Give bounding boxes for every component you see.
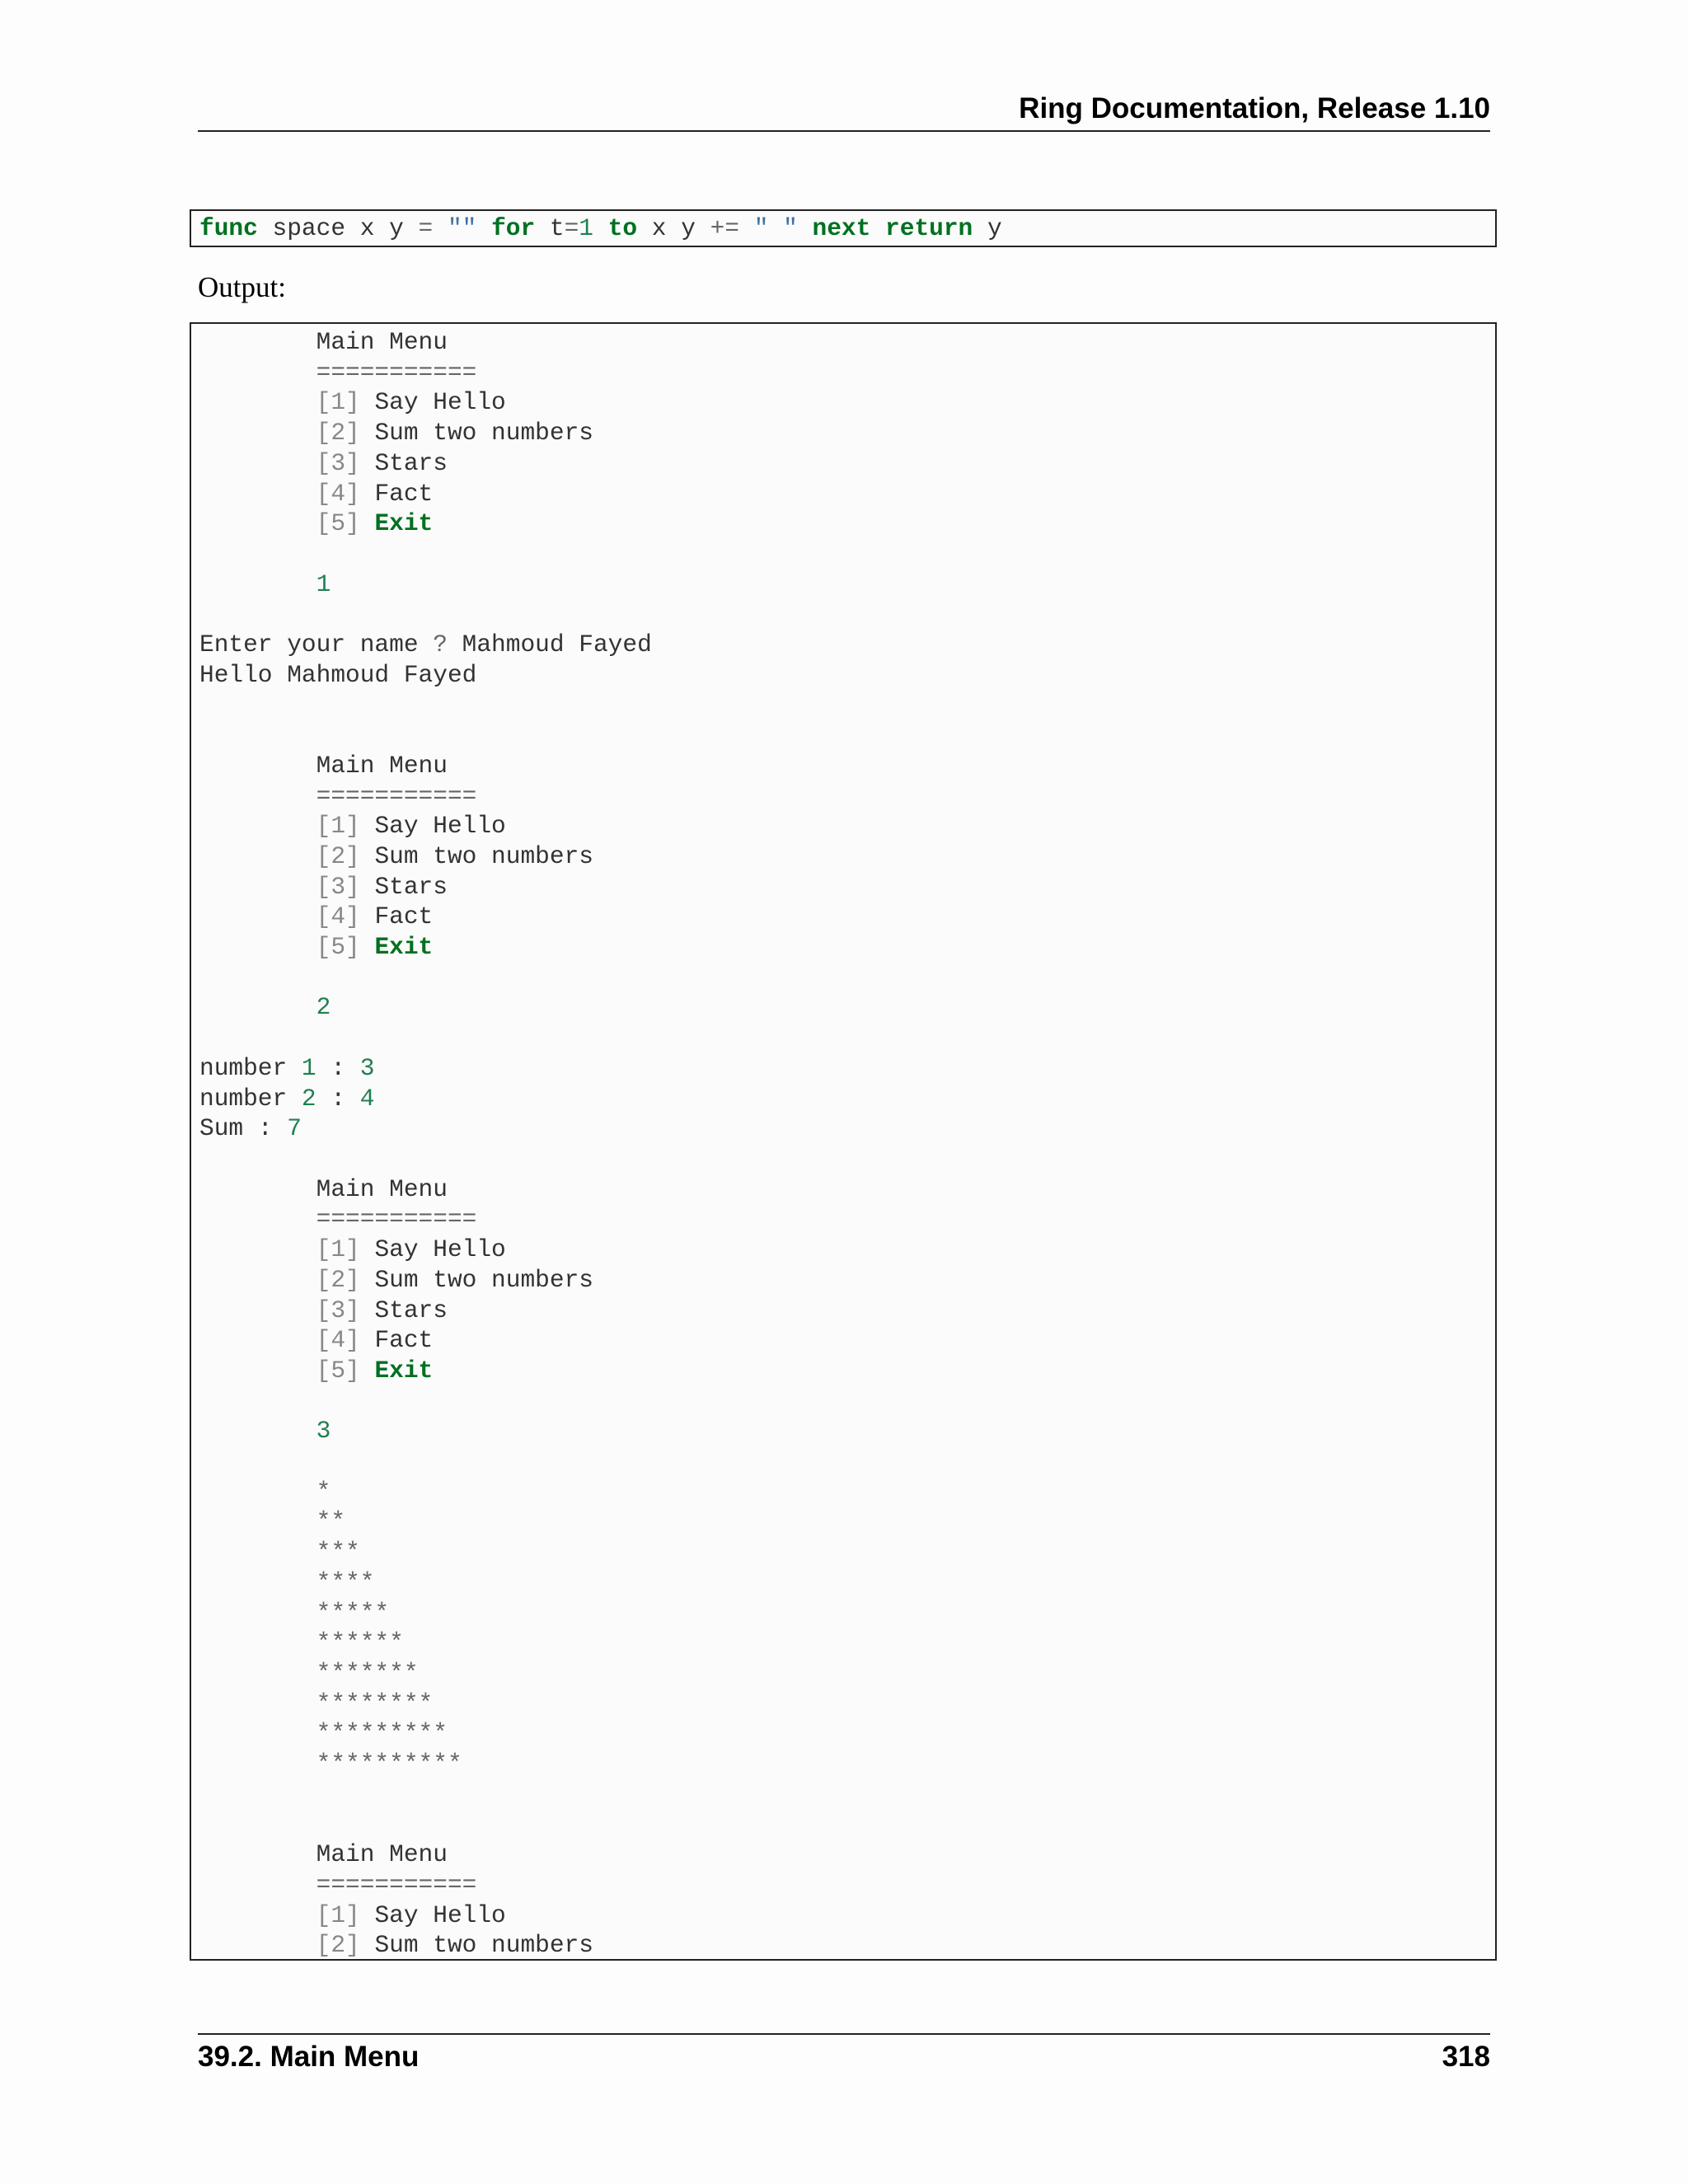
menu-choice: 1 (316, 569, 331, 598)
colon: : (257, 1114, 273, 1143)
menu-item-label: Stars (374, 1296, 448, 1324)
menu-item-label: Say Hello (374, 812, 506, 841)
code-identifier-y: y (681, 214, 696, 242)
menu-item-number: [4] (316, 902, 360, 931)
running-header-title: Ring Documentation, Release 1.10 (1019, 92, 1490, 124)
sum-value: 7 (287, 1114, 302, 1143)
number-word: number (199, 1084, 288, 1113)
prompt-question-mark: ? (433, 630, 448, 659)
menu-item-label: Sum two numbers (374, 1265, 593, 1294)
menu-item-label: Say Hello (374, 1900, 506, 1929)
menu-item-number: [2] (316, 419, 360, 448)
code-string-space: " " (753, 214, 798, 242)
star-row: * (316, 1477, 331, 1506)
star-row: ** (316, 1507, 346, 1536)
code-number-one: 1 (579, 214, 593, 242)
name-answer: Mahmoud Fayed (462, 630, 652, 659)
menu-item-label: Stars (374, 872, 448, 901)
code-identifier-x: x (651, 214, 667, 242)
code-keyword-for: for (491, 214, 536, 242)
menu-item-number: [1] (316, 1235, 360, 1264)
menu-item-number: [2] (316, 1265, 360, 1294)
name-prompt: Enter your name (199, 630, 419, 659)
menu-item-number: [2] (316, 1931, 360, 1960)
code-block (190, 209, 1497, 247)
sum-word: Sum (199, 1114, 244, 1143)
code-keyword-to: to (607, 214, 638, 242)
menu-title: Main Menu (316, 751, 448, 780)
menu-title: Main Menu (316, 328, 448, 356)
menu-rule: =========== (316, 358, 477, 387)
number-value: 3 (359, 1053, 375, 1082)
code-operator-assign: = (564, 214, 579, 242)
menu-item-number: [5] (316, 933, 360, 962)
menu-item-label: Exit (374, 509, 434, 538)
menu-item-label: Sum two numbers (374, 1931, 593, 1960)
menu-item-label: Say Hello (374, 388, 506, 417)
menu-title: Main Menu (316, 1840, 448, 1869)
menu-item-label: Sum two numbers (374, 419, 593, 448)
menu-item-label: Say Hello (374, 1235, 506, 1264)
header-rule (198, 130, 1490, 132)
menu-item-label: Exit (374, 1356, 434, 1385)
star-row: *** (316, 1538, 360, 1567)
footer-rule (198, 2033, 1490, 2035)
star-row: ****** (316, 1629, 404, 1657)
colon: : (331, 1084, 346, 1113)
star-row: ******* (316, 1658, 419, 1687)
star-row: **** (316, 1568, 375, 1596)
menu-item-label: Stars (374, 448, 448, 477)
menu-rule: =========== (316, 1870, 477, 1899)
menu-item-number: [1] (316, 812, 360, 841)
number-value: 4 (359, 1084, 375, 1113)
menu-item-number: [3] (316, 448, 360, 477)
menu-item-number: [1] (316, 1900, 360, 1929)
code-identifier-space: space (272, 214, 346, 242)
code-keyword-return: return (885, 214, 973, 242)
number-index: 2 (301, 1084, 316, 1113)
menu-choice: 2 (316, 993, 331, 1022)
menu-rule: =========== (316, 781, 477, 810)
code-identifier-t: t (549, 214, 565, 242)
output-content (199, 328, 652, 1959)
menu-item-number: [1] (316, 388, 360, 417)
menu-item-number: [5] (316, 509, 360, 538)
menu-title: Main Menu (316, 1174, 448, 1203)
output-block (190, 322, 1497, 1961)
hello-line: Hello Mahmoud Fayed (199, 660, 477, 689)
number-word: number (199, 1053, 288, 1082)
code-keyword-func: func (199, 214, 258, 242)
number-index: 1 (301, 1053, 316, 1082)
menu-item-label: Fact (374, 902, 434, 931)
footer-page-number: 318 (1442, 2041, 1490, 2073)
colon: : (331, 1053, 346, 1082)
footer-section: 39.2. Main Menu (198, 2041, 420, 2073)
code-keyword-next: next (812, 214, 871, 242)
code-operator-eq: = (418, 214, 434, 242)
menu-item-number: [4] (316, 1326, 360, 1355)
star-row: ***** (316, 1598, 390, 1627)
menu-item-label: Fact (374, 1326, 434, 1355)
menu-item-label: Sum two numbers (374, 841, 593, 870)
code-operator-pluseq: += (710, 214, 740, 242)
menu-item-label: Fact (374, 479, 434, 508)
menu-item-number: [2] (316, 841, 360, 870)
code-identifier-y: y (987, 214, 1002, 242)
code-identifier-y: y (389, 214, 404, 242)
menu-rule: =========== (316, 1205, 477, 1234)
menu-item-label: Exit (374, 933, 434, 962)
menu-item-number: [5] (316, 1356, 360, 1385)
menu-item-number: [4] (316, 479, 360, 508)
menu-item-number: [3] (316, 872, 360, 901)
output-label: Output: (198, 271, 286, 303)
code-string-empty: "" (447, 214, 477, 242)
star-row: ******** (316, 1689, 434, 1718)
menu-item-number: [3] (316, 1296, 360, 1324)
star-row: ********* (316, 1719, 448, 1748)
star-row: ********** (316, 1750, 462, 1779)
menu-choice: 3 (316, 1417, 331, 1446)
code-identifier-x: x (359, 214, 375, 242)
